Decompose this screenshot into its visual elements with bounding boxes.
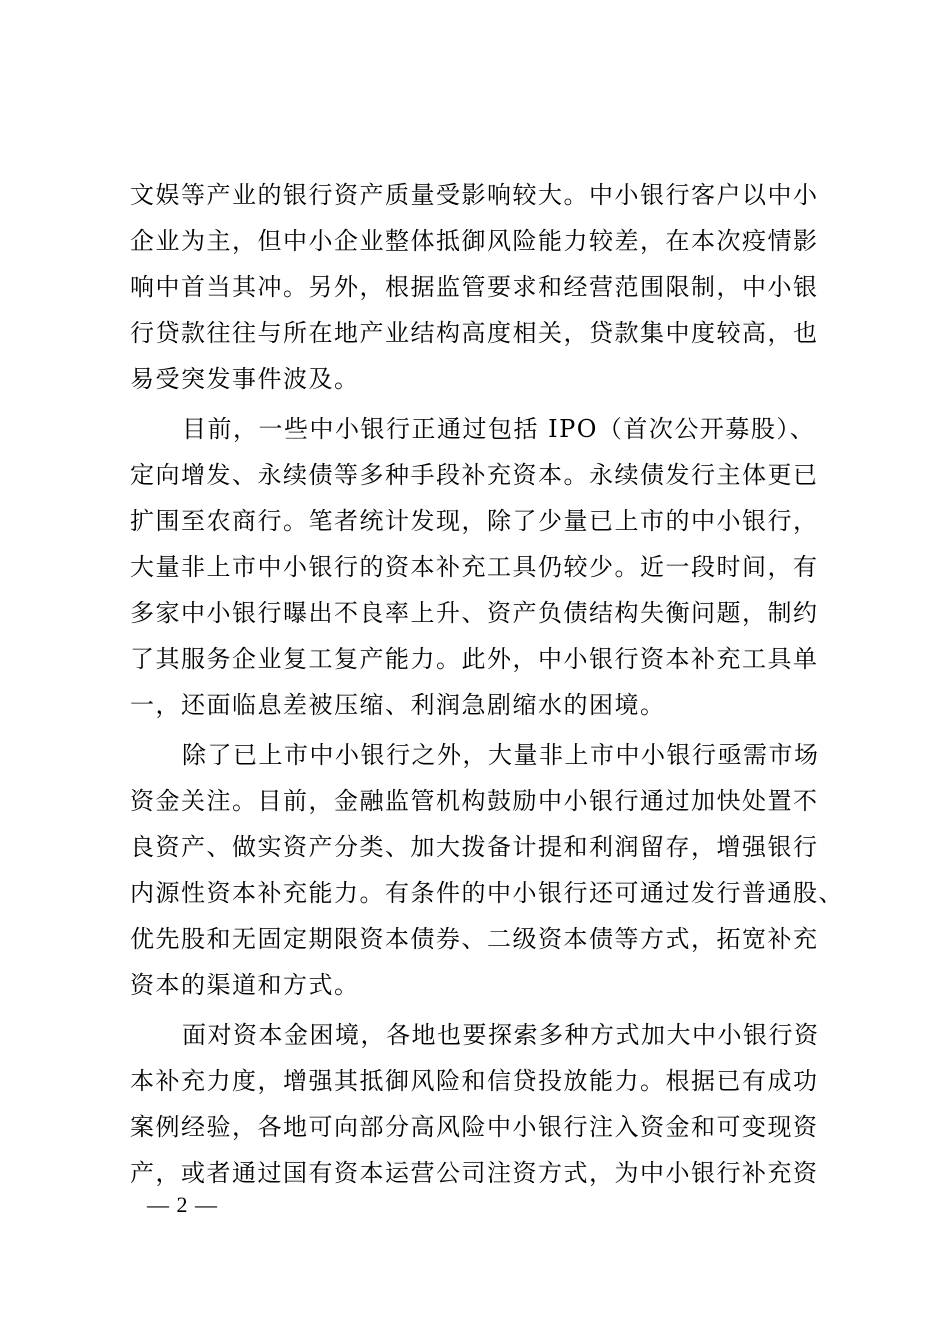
paragraph-4 (130, 1012, 830, 1196)
text-line: 除了已上市中小银行之外，大量非上市中小银行亟需市场 (182, 741, 820, 769)
text-line: 目前，一些中小银行正通过包括 IPO（首次公开募股）、 (182, 415, 816, 443)
text-line: 产，或者通过国有资本运营公司注资方式，为中小银行补充资 (130, 1159, 819, 1187)
text-line: 一，还面临息差被压缩、利润急剧缩水的困境。 (130, 691, 666, 719)
text-line: 良资产、做实资产分类、加大拨备计提和利润留存，增强银行 (130, 833, 819, 861)
text-line: 优先股和无固定期限资本债券、二级资本债等方式，拓宽补充 (130, 925, 819, 953)
text-line: 企业为主，但中小企业整体抵御风险能力较差，在本次疫情影 (130, 227, 819, 255)
text-line: 大量非上市中小银行的资本补充工具仍较少。近一段时间，有 (130, 553, 819, 581)
page-number: — 2 — (147, 1192, 218, 1217)
text-line: 资金关注。目前，金融监管机构鼓励中小银行通过加快处置不 (130, 787, 819, 815)
text-line: 扩围至农商行。笔者统计发现，除了少量已上市的中小银行， (130, 507, 819, 535)
text-line: 了其服务企业复工复产能力。此外，中小银行资本补充工具单 (130, 645, 819, 673)
paragraph-3 (130, 732, 844, 1008)
body-text (130, 172, 844, 1196)
text-line: 内源性资本补充能力。有条件的中小银行还可通过发行普通股、 (130, 879, 844, 907)
text-line: 文娱等产业的银行资产质量受影响较大。中小银行客户以中小 (130, 181, 819, 209)
text-line: 本补充力度，增强其抵御风险和信贷投放能力。根据已有成功 (130, 1067, 819, 1095)
text-line: 资本的渠道和方式。 (130, 971, 360, 999)
paragraph-1 (130, 172, 830, 402)
text-line: 响中首当其冲。另外，根据监管要求和经营范围限制，中小银 (130, 273, 819, 301)
text-line: 多家中小银行曝出不良率上升、资产负债结构失衡问题，制约 (130, 599, 819, 627)
text-line: 案例经验，各地可向部分高风险中小银行注入资金和可变现资 (130, 1113, 819, 1141)
text-line: 行贷款往往与所在地产业结构高度相关，贷款集中度较高，也 (130, 319, 819, 347)
text-line: 易受突发事件波及。 (130, 365, 360, 393)
text-line: 面对资本金困境，各地也要探索多种方式加大中小银行资 (182, 1021, 820, 1049)
text-line: 定向增发、永续债等多种手段补充资本。永续债发行主体更已 (130, 461, 819, 489)
paragraph-2 (130, 406, 830, 728)
